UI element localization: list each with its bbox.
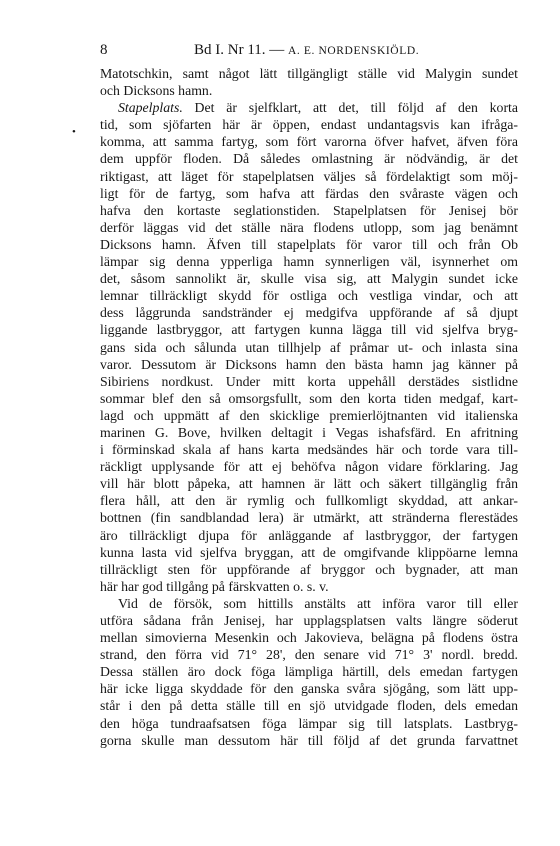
running-head (194, 42, 419, 59)
text-line (100, 185, 518, 202)
text-line (100, 680, 518, 697)
text-line (100, 219, 518, 236)
running-head-prefix: Bd I. Nr 11. — (194, 42, 285, 58)
text-line (100, 544, 518, 561)
text-line (100, 612, 518, 629)
line-text: liggande lastbryggor, att fartygen kunna lägga till vid sjelfva bryg- (100, 322, 518, 338)
text-line (100, 321, 518, 338)
line-text: kunna lasta vid sjelfva bryggan, att de omgifvande klippöarne lemna (100, 544, 518, 560)
text-line (100, 424, 518, 441)
line-text: Dessa ställen äro dock föga lämpliga härtill, dels emedan fartygen (100, 664, 518, 680)
line-text: tid, som sjöfarten här är öppen, endast undantagsvis kan ifråga- (100, 117, 518, 133)
text-line (100, 82, 518, 99)
line-text: bottnen (fin sandblandad lera) är utmärkt, att stränderna flerestädes (100, 510, 518, 526)
line-text: sommar blef den så omsorgsfullt, som den korta tiden medgaf, kart- (100, 390, 518, 406)
line-text: derför läggas vid det ställe nära flodens utlopp, som jag benämnt (100, 219, 518, 235)
line-text: lagd och uppmätt af den skicklige premierlöjtnanten vid italienska (100, 407, 518, 423)
line-text: i förminskad skala af hans karta medsändes här och torde vara till- (100, 442, 518, 458)
text-line (100, 595, 518, 612)
line-text: ligt för de fartyg, som hafva att färdas den svåraste vägen och (100, 185, 518, 201)
line-text: Matotschkin, samt något lätt tillgängligt ställe vid Malygin sundet (100, 66, 518, 81)
body-text (100, 65, 518, 749)
margin-mark: • (72, 126, 76, 138)
text-line (100, 492, 518, 509)
line-text: flera håll, att den är rymlig och fullkomligt skyddad, att ankar- (100, 493, 518, 509)
line-text: Dicksons hamn. Äfven till stapelplats för varor till och från Ob (100, 236, 518, 252)
line-text: Vid de försök, som hittills anstälts att införa varor till eller (118, 595, 518, 611)
line-text: det, såsom sannolikt är, skulle visa sig, att Malygin sundet icke (100, 271, 518, 287)
line-text: äro tillräckligt djupa för anläggande af lastbryggor, der fartygen (100, 527, 518, 543)
text-line (100, 99, 518, 116)
text-line (100, 133, 518, 150)
section-lead: Stapelplats. (118, 100, 183, 116)
line-text: räckligt upplysande för att ej behöfva någon vidare förklaring. Jag (100, 459, 518, 475)
line-text: lemnar tillräckligt skydd för ostliga och vestliga vindar, och att (100, 288, 518, 304)
line-text: gorna skulle man dessutom här till följd af det grunda farvattnet (100, 732, 518, 748)
text-line (100, 646, 518, 663)
line-text: gans sida och sålunda utan tillhjelp af pråmar ut- och inlasta sina (100, 339, 518, 355)
text-line (100, 697, 518, 714)
line-text: mellan simovierna Mesenkin och Jakovieva, belägna på flodens östra (100, 630, 518, 646)
text-line (100, 168, 518, 185)
line-text: hafva den kortaste seglationstiden. Stapelplatsen för Jenisej bör (100, 202, 518, 218)
line-text: här icke ligga skyddade för den ganska svåra sjögång, som lätt upp- (100, 681, 518, 697)
line-text: tillräckligt sten för uppförande af bryggor och bygnader, att man (100, 561, 518, 577)
line-text: varor. Dessutom är Dicksons hamn den bästa hamn jag känner på (100, 356, 518, 372)
text-line (100, 287, 518, 304)
text-line (100, 116, 518, 133)
line-text: riktigast, att läget för stapelplatsen väljes så fördelaktigt som möj- (100, 168, 518, 184)
text-line (100, 407, 518, 424)
line-text: marinen G. Bove, hvilken deltagit i Vegas ishafsfärd. En afritning (100, 424, 518, 440)
text-line (100, 390, 518, 407)
text-line (100, 732, 518, 749)
text-line (100, 150, 518, 167)
line-text: här har god tillgång på färskvatten o. s. v. (100, 578, 329, 594)
line-text: dess låggrunda sandstränder ej medgifva uppförande af så djupt (100, 305, 518, 321)
text-line (100, 202, 518, 219)
text-line (100, 509, 518, 526)
text-line (100, 65, 518, 82)
text-line (100, 270, 518, 287)
text-line (100, 578, 518, 595)
line-text: Det är sjelfklart, att det, till följd af den korta (194, 100, 518, 116)
page-number: 8 (100, 42, 108, 58)
running-header (0, 42, 560, 64)
text-line (100, 527, 518, 544)
line-text: dem uppför floden. Då således omlastning är nödvändig, är det (100, 151, 518, 167)
line-text: står i den på detta ställe till en sjö utvidgade floden, dels emedan (100, 698, 518, 714)
line-text: strand, den förra vid 71° 28', den senare vid 71° 3' nordl. bredd. (100, 647, 518, 663)
text-line (100, 304, 518, 321)
text-line (100, 458, 518, 475)
line-text: den höga tundraafsatsen föga lämpar sig till latsplats. Lastbryg- (100, 715, 518, 731)
line-text: lämpar sig denna ypperliga hamn synnerligen väl, isynnerhet om (100, 254, 518, 270)
line-text: Sibiriens nordkust. Under mitt korta uppehåll derstädes sistlidne (100, 373, 518, 389)
text-line (100, 356, 518, 373)
text-line (100, 339, 518, 356)
text-line (100, 253, 518, 270)
line-text: komma, att samma fartyg, som fört varorna öfver hafvet, äfven föra (100, 134, 518, 150)
running-head-author: A. E. NORDENSKIÖLD. (288, 45, 420, 57)
text-line (100, 441, 518, 458)
line-text: och Dicksons hamn. (100, 83, 213, 99)
text-line (100, 475, 518, 492)
line-text: vill här blott påpeka, att hamnen är lätt och säkert tillgänglig från (100, 476, 518, 492)
text-line (100, 373, 518, 390)
line-text: utföra sådana från Jenisej, har upplagsplatsen valts längre söderut (100, 613, 518, 628)
text-line (100, 629, 518, 646)
text-line (100, 663, 518, 680)
text-line (100, 715, 518, 732)
text-line (100, 561, 518, 578)
text-line (100, 236, 518, 253)
